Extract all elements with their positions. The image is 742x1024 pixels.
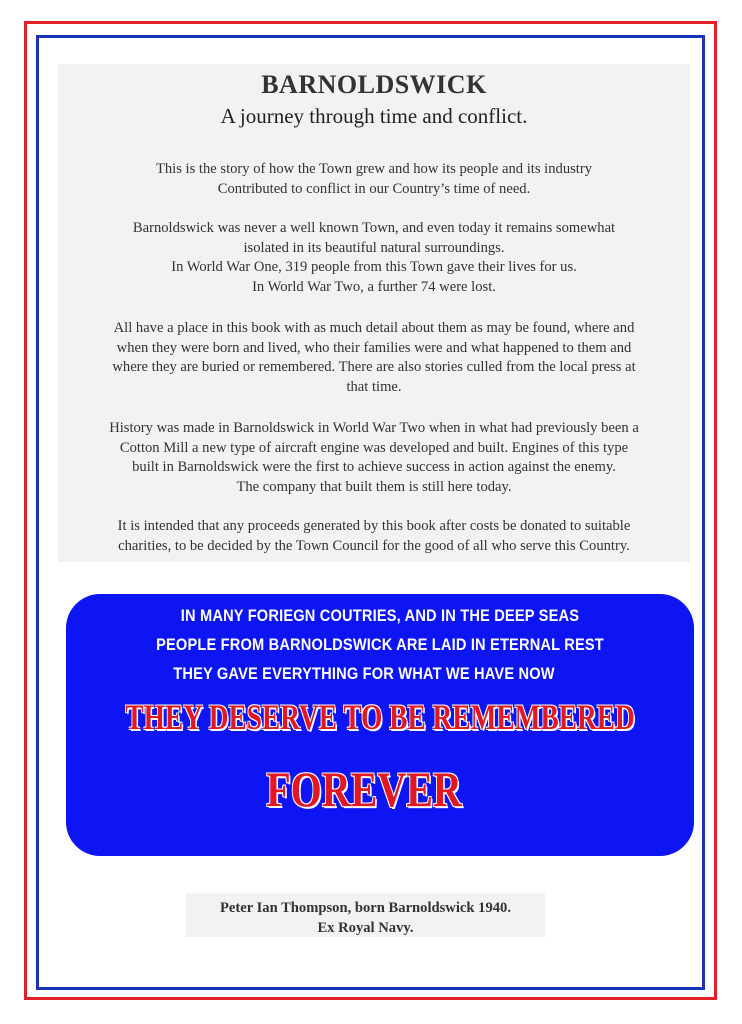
paragraph-line: In World War One, 319 people from this Town gave their lives for us. <box>171 259 577 276</box>
paragraph-line: isolated in its beautiful natural surroundings. <box>243 239 505 256</box>
paragraph-intro <box>62 160 686 199</box>
memorial-line: THEY GAVE EVERYTHING FOR WHAT WE HAVE NOW <box>173 664 555 683</box>
paragraph-line: The company that built them is still here today. <box>236 478 512 495</box>
paragraph-proceeds <box>62 517 686 556</box>
memorial-line: PEOPLE FROM BARNOLDSWICK ARE LAID IN ETERNAL REST <box>156 635 604 654</box>
paragraph-line: Barnoldswick was never a well known Town, and even today it remains somewhat <box>132 220 616 236</box>
paragraph-line: History was made in Barnoldswick in World War Two when in what had previously been a <box>109 420 639 436</box>
memorial-banner <box>66 594 694 856</box>
paragraph-line: charities, to be decided by the Town Council for the good of all who serve this Country. <box>118 537 630 554</box>
memorial-emphasis: FOREVER <box>266 761 462 817</box>
author-service: Ex Royal Navy. <box>317 920 414 936</box>
paragraph-line: Cotton Mill a new type of aircraft engine was developed and built. Engines of this type <box>119 439 629 456</box>
paragraph-book-contents <box>62 319 686 397</box>
paragraph-line: In World War Two, a further 74 were lost. <box>252 278 496 295</box>
paragraph-line: where they are buried or remembered. There are also stories culled from the local press at <box>112 359 636 376</box>
paragraph-line: It is intended that any proceeds generated by this book after costs be donated to suitable <box>117 518 631 534</box>
paragraph-line: All have a place in this book with as much detail about them as may be found, where and <box>113 320 635 336</box>
page-subtitle: A journey through time and conflict. <box>220 104 528 128</box>
memorial-headline: THEY DESERVE TO BE REMEMBERED <box>125 697 635 737</box>
paragraph-town <box>62 219 686 297</box>
paragraph-line: Contributed to conflict in our Country’s time of need. <box>217 180 531 197</box>
paragraph-line: built in Barnoldswick were the first to achieve success in action against the enemy. <box>132 459 616 476</box>
paragraph-line: when they were born and lived, who their families were and what happened to them and <box>116 339 632 356</box>
paragraph-line: This is the story of how the Town grew and how its people and its industry <box>155 161 593 177</box>
paragraph-line: that time. <box>346 378 402 395</box>
page-title: BARNOLDSWICK <box>261 70 487 99</box>
paragraph-history <box>62 419 686 497</box>
author-signature: Peter Ian Thompson, born Barnoldswick 1940. <box>220 900 511 916</box>
memorial-line: IN MANY FORIEGN COUTRIES, AND IN THE DEEP SEAS <box>180 606 580 625</box>
